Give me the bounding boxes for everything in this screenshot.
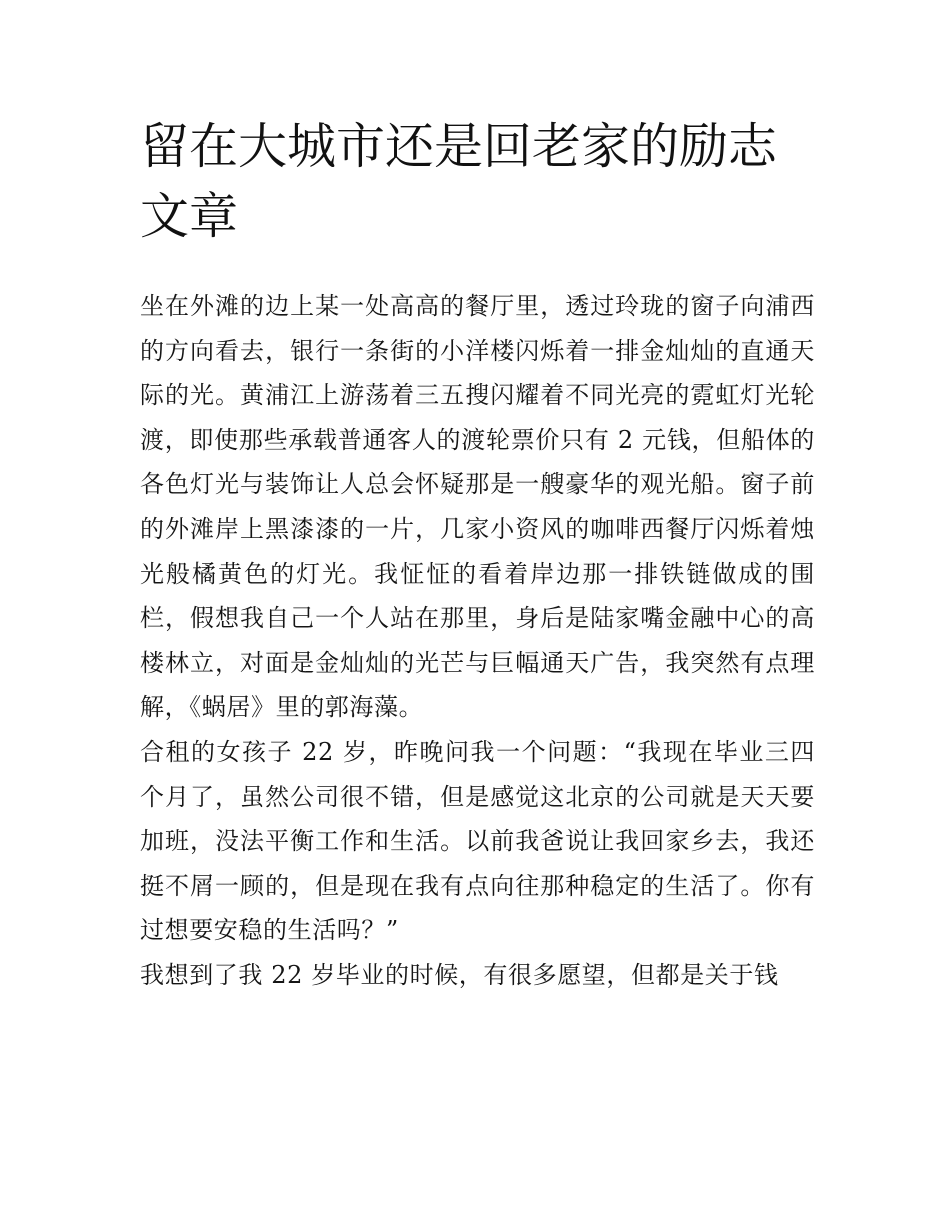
paragraph-2: 合租的女孩子 22 岁，昨晚问我一个问题：“我现在毕业三四个月了，虽然公司很不错，但是感觉这北京的公司就是天天要加班，没法平衡工作和生活。以前我爸说让我回家乡去，我还挺不屑一顾的，但是现在我有点向往那种稳定的生活了。你有过想要安稳的生活吗？” — [140, 737, 815, 945]
paragraph-1: 坐在外滩的边上某一处高高的餐厅里，透过玲珑的窗子向浦西的方向看去，银行一条街的小洋楼闪烁着一排金灿灿的直通天际的光。黄浦江上游荡着三五搜闪耀着不同光亮的霓虹灯光轮渡，即使那些承载普通客人的渡轮票价只有 2 元钱，但船体的各色灯光与装饰让人总会怀疑那是一艘豪华的观光船。窗子前的外滩岸上黑漆漆的一片，几家小资风的咖啡西餐厅闪烁着烛光般橘黄色的灯光。我怔怔的看着岸边那一排铁链做成的围栏，假想我自己一个人站在那里，身后是陆家嘴金融中心的高楼林立，对面是金灿灿的光芒与巨幅通天广告，我突然有点理解，《蜗居》里的郭海藻。 — [140, 292, 815, 722]
document-title: 留在大城市还是回老家的励志文章 — [140, 118, 778, 245]
paragraph-3: 我想到了我 22 岁毕业的时候，有很多愿望，但都是关于钱 — [140, 960, 779, 989]
document-body — [140, 284, 815, 998]
